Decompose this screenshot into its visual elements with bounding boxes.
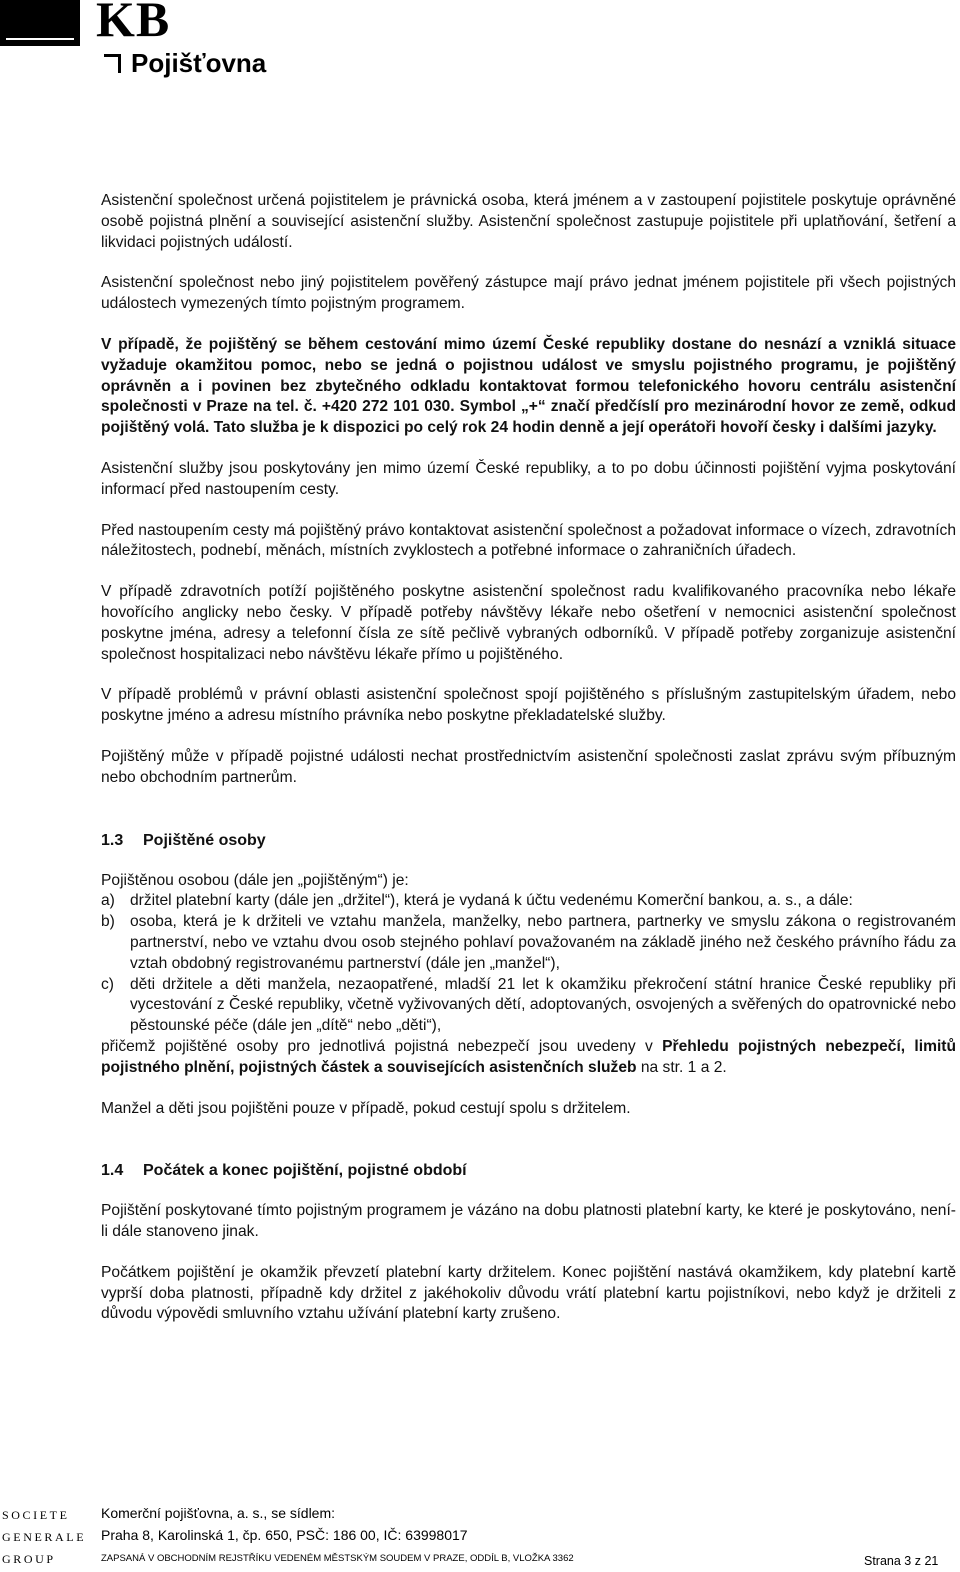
paragraph-closing	[101, 1037, 956, 1079]
paragraph: Pojištění poskytované tímto pojistným programem je vázáno na dobu platnosti platební karty, ke které je poskytováno, není-li dále stanoveno jinak.	[101, 1202, 956, 1241]
register-info: ZAPSANÁ V OBCHODNÍM REJSTŘÍKU VEDENÉM MĚSTSKÝM SOUDEM V PRAZE, ODDÍL B, VLOŽKA 3362	[101, 1553, 574, 1564]
paragraph: Asistenční společnost nebo jiný pojistitelem pověřený zástupce mají právo jednat jménem pojistitele při všech pojistných událostech vymezených tímto pojistným programem.	[101, 274, 956, 313]
paragraph: Asistenční společnost určená pojistitelem je právnická osoba, která jménem a v zastoupení pojistitele poskytuje oprávněné osobě pojistná plnění a související asistenční služby. Asistenční společnost zastupuje pojistitele při uplatňování, šetření a likvidaci pojistných událostí.	[101, 192, 956, 251]
list-item	[101, 912, 956, 974]
section-number: 1.3	[101, 831, 124, 849]
paragraph: Počátkem pojištění je okamžik převzetí platební karty držitelem. Konec pojištění nastává okamžikem, kdy platební kartě vyprší doba platnosti, případně kdy držitel z jakéhokoliv důvodu vrátí platební kartu pojistníkovi, nebo když je držiteli z důvodu výpovědi smluvního vztahu užívání platební karty zrušeno.	[101, 1263, 956, 1323]
closing-text-end: na str. 1 a 2.	[636, 1058, 727, 1076]
section-heading-1-3	[101, 831, 956, 851]
paragraph: Asistenční služby jsou poskytovány jen mimo území České republiky, a to po dobu účinnosti pojištění vyjma poskytování informací před nastoupením cesty.	[101, 459, 956, 498]
insured-persons-list	[101, 891, 956, 1037]
paragraph: Pojištěný může v případě pojistné události nechat prostřednictvím asistenční společnosti zaslat zprávu svým příbuzným nebo obchodním partnerům.	[101, 747, 956, 786]
logo-subtitle-text: Pojišťovna	[131, 48, 267, 78]
list-marker: a)	[101, 892, 115, 910]
company-info	[101, 1502, 468, 1546]
logo-subtitle	[104, 50, 266, 76]
list-item-text: držitel platební karty (dále jen „držitel“), která je vydaná k účtu vedenému Komerční bankou, a. s., a dále:	[130, 892, 853, 910]
company-line: Komerční pojišťovna, a. s., se sídlem:	[101, 1505, 336, 1521]
paragraph-note: Manžel a děti jsou pojištěni pouze v případě, pokud cestují spolu s držitelem.	[101, 1099, 631, 1117]
closing-text: přičemž pojištěné osoby pro jednotlivá pojistná nebezpečí jsou uvedeny v	[101, 1037, 663, 1055]
list-item	[101, 891, 956, 912]
societe-generale-logo	[2, 1504, 86, 1570]
paragraph: V případě problémů v právní oblasti asistenční společnost spojí pojištěného s příslušným zastupitelským úřadem, nebo poskytne jméno a adresu místního právníka nebo poskytne překladatelské služby.	[101, 686, 956, 725]
sg-line: GROUP	[2, 1552, 56, 1566]
section-title: Počátek a konec pojištění, pojistné období	[143, 1162, 467, 1180]
sg-line: SOCIETE	[2, 1508, 70, 1522]
section-heading-1-4	[101, 1161, 956, 1181]
page-number: Strana 3 z 21	[864, 1554, 939, 1568]
list-marker: c)	[101, 975, 114, 993]
paragraph: V případě zdravotních potíží pojištěného poskytne asistenční společnost radu kvalifikovaného pracovníka nebo lékaře hovořícího anglicky nebo česky. V případě potřeby návštěvy lékaře nebo ošetření v nemocnici asistenční společnost poskytne jména, adresy a telefonní čísla ze sítě pečlivě vybraných odborníků. V případě potřeby zorganizuje asistenční společnost hospitalizaci nebo návštěvu lékaře přímo u pojištěného.	[101, 583, 956, 663]
list-item-text: děti držitele a děti manžela, nezaopatřené, mladší 21 let k okamžiku překročení státní hranice České republiky při vycestování z České republiky, včetně vyživovaných dětí, adoptovaných, osvojených a svěřených do opatrovnické nebo pěstounské péče (dále jen „dítě“ nebo „děti“),	[130, 975, 956, 1035]
list-item	[101, 975, 956, 1037]
document-body	[101, 191, 956, 1345]
paragraph-intro: Pojištěnou osobou (dále jen „pojištěným“) je:	[101, 871, 409, 889]
logo-hook-icon	[104, 54, 121, 73]
logo-square-icon	[0, 0, 80, 46]
sg-line: GENERALE	[2, 1530, 87, 1544]
logo-kb-text: KB	[96, 0, 171, 47]
company-address: Praha 8, Karolinská 1, čp. 650, PSČ: 186 00, IČ: 63998017	[101, 1527, 468, 1543]
paragraph-emergency-contact: V případě, že pojištěný se během cestování mimo území České republiky dostane do nesnází a vzniklá situace vyžaduje okamžitou pomoc, nebo se jedná o pojistnou událost ve smyslu pojistného programu, je pojištěný oprávněn a i povinen bez zbytečného odkladu kontaktovat formou telefonického hovoru centrálu asistenční společnosti v Praze na tel. č. +420 272 101 030. Symbol „+“ značí předčíslí pro mezinárodní hovor ze země, odkud pojištěný volá. Tato služba je k dispozici po celý rok 24 hodin denně a její operátoři hovoří česky i dalšími jazyky.	[101, 335, 956, 437]
section-title: Pojištěné osoby	[143, 831, 266, 849]
list-item-text: osoba, která je k držiteli ve vztahu manžela, manželky, nebo partnera, partnerky ve smyslu zákona o registrovaném partnerství, nebo ve vztahu dvou osob stejného pohlaví považovaném na základě jiného než českého právního řádu za vztah obdobný registrovanému partnerství (dále jen „manžel“),	[130, 913, 956, 972]
section-number: 1.4	[101, 1162, 124, 1180]
page-footer	[0, 1498, 960, 1572]
closing-reference: Přehledu pojistných nebezpečí, limitů pojistného plnění, pojistných částek a souvisejících asistenčních služeb	[101, 1037, 956, 1076]
list-marker: b)	[101, 913, 115, 931]
paragraph: Před nastoupením cesty má pojištěný právo kontaktovat asistenční společnost a požadovat informace o vízech, zdravotních náležitostech, podnebí, měnách, místních zvyklostech a potřebné informace o zahraničních úřadech.	[101, 521, 956, 560]
